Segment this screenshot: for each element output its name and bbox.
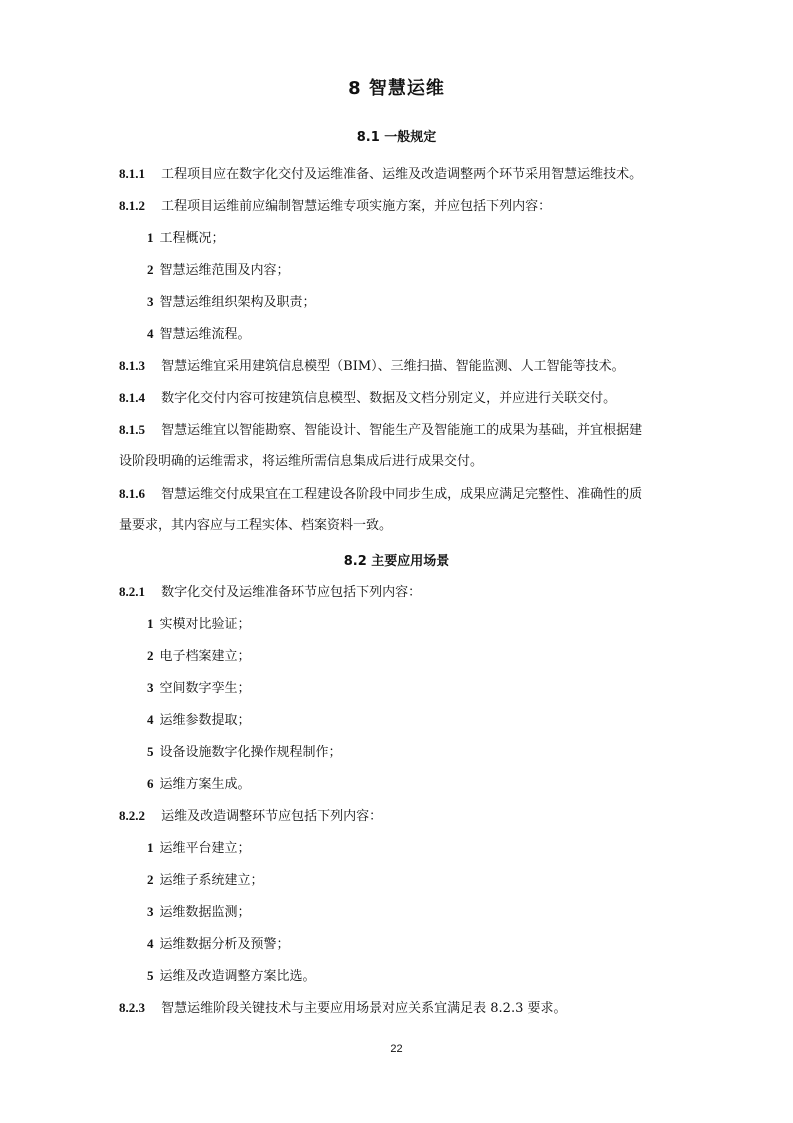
clause-8-2-1 xyxy=(119,582,679,603)
item-number: 1 xyxy=(147,230,154,245)
list-item xyxy=(147,228,225,249)
clause-continuation: 量要求，其内容应与工程实体、档案资料一致。 xyxy=(119,518,393,533)
item-number: 1 xyxy=(147,616,154,631)
item-text: 电子档案建立； xyxy=(159,649,251,664)
item-text: 智慧运维流程。 xyxy=(159,327,251,342)
clause-number: 8.1.3 xyxy=(119,358,145,373)
list-item xyxy=(147,966,316,987)
item-text: 运维数据监测； xyxy=(159,905,251,920)
item-number: 4 xyxy=(147,326,154,341)
list-item xyxy=(147,838,251,859)
clause-number: 8.1.5 xyxy=(119,422,145,437)
list-item xyxy=(147,902,251,923)
item-number: 4 xyxy=(147,712,154,727)
item-number: 3 xyxy=(147,294,154,309)
list-item xyxy=(147,678,251,699)
clause-text: 运维及改造调整环节应包括下列内容： xyxy=(161,809,383,824)
list-item xyxy=(147,646,251,667)
item-number: 3 xyxy=(147,904,154,919)
clause-8-2-3 xyxy=(119,998,679,1019)
clause-number: 8.1.4 xyxy=(119,390,145,405)
list-item xyxy=(147,710,251,731)
item-text: 实模对比验证； xyxy=(159,617,251,632)
chapter-title: 8 智慧运维 xyxy=(348,78,445,99)
list-item xyxy=(147,260,290,281)
clause-text: 智慧运维阶段关键技术与主要应用场景对应关系宜满足表 8.2.3 要求。 xyxy=(161,1001,567,1016)
list-item xyxy=(147,324,251,345)
item-text: 运维及改造调整方案比选。 xyxy=(159,969,316,984)
clause-number: 8.2.3 xyxy=(119,1000,145,1015)
clause-text: 智慧运维交付成果宜在工程建设各阶段中同步生成，成果应满足完整性、准确性的质 xyxy=(161,487,643,502)
clause-8-1-3 xyxy=(119,356,679,377)
section-title-8-1: 8.1 一般规定 xyxy=(356,130,437,145)
clause-8-1-2 xyxy=(119,196,679,217)
item-number: 2 xyxy=(147,262,154,277)
clause-text: 工程项目应在数字化交付及运维准备、运维及改造调整两个环节采用智慧运维技术。 xyxy=(161,167,643,182)
clause-8-1-1 xyxy=(119,164,679,185)
clause-number: 8.2.1 xyxy=(119,584,145,599)
clause-number: 8.1.2 xyxy=(119,198,145,213)
clause-8-1-5 xyxy=(119,420,679,441)
item-text: 运维方案生成。 xyxy=(159,777,251,792)
clause-number: 8.1.6 xyxy=(119,486,145,501)
item-text: 空间数字孪生； xyxy=(159,681,251,696)
clause-text: 智慧运维宜采用建筑信息模型（BIM）、三维扫描、智能监测、人工智能等技术。 xyxy=(161,359,625,374)
item-text: 运维数据分析及预警； xyxy=(159,937,290,952)
clause-continuation: 设阶段明确的运维需求，将运维所需信息集成后进行成果交付。 xyxy=(119,454,484,469)
clause-text: 工程项目运维前应编制智慧运维专项实施方案，并应包括下列内容： xyxy=(161,199,552,214)
clause-8-2-2 xyxy=(119,806,679,827)
item-number: 5 xyxy=(147,968,154,983)
item-number: 4 xyxy=(147,936,154,951)
clause-8-1-6 xyxy=(119,484,679,505)
list-item xyxy=(147,774,251,795)
item-number: 5 xyxy=(147,744,154,759)
clause-number: 8.2.2 xyxy=(119,808,145,823)
item-number: 1 xyxy=(147,840,154,855)
item-text: 智慧运维组织架构及职责； xyxy=(159,295,316,310)
item-text: 设备设施数字化操作规程制作； xyxy=(159,745,342,760)
clause-text: 数字化交付内容可按建筑信息模型、数据及文档分别定义，并应进行关联交付。 xyxy=(161,391,617,406)
page-number: 22 xyxy=(390,1043,403,1055)
clause-text: 智慧运维宜以智能勘察、智能设计、智能生产及智能施工的成果为基础，并宜根据建 xyxy=(161,423,643,438)
list-item xyxy=(147,742,342,763)
clause-text: 数字化交付及运维准备环节应包括下列内容： xyxy=(161,585,422,600)
clause-number: 8.1.1 xyxy=(119,166,145,181)
item-text: 运维子系统建立； xyxy=(159,873,264,888)
list-item xyxy=(147,614,251,635)
item-number: 2 xyxy=(147,648,154,663)
item-text: 运维平台建立； xyxy=(159,841,251,856)
list-item xyxy=(147,934,290,955)
item-number: 2 xyxy=(147,872,154,887)
item-number: 6 xyxy=(147,776,154,791)
item-number: 3 xyxy=(147,680,154,695)
section-title-8-2: 8.2 主要应用场景 xyxy=(343,554,450,569)
list-item xyxy=(147,870,264,891)
item-text: 工程概况； xyxy=(159,231,225,246)
item-text: 智慧运维范围及内容； xyxy=(159,263,290,278)
clause-8-1-4 xyxy=(119,388,679,409)
list-item xyxy=(147,292,316,313)
item-text: 运维参数提取； xyxy=(159,713,251,728)
